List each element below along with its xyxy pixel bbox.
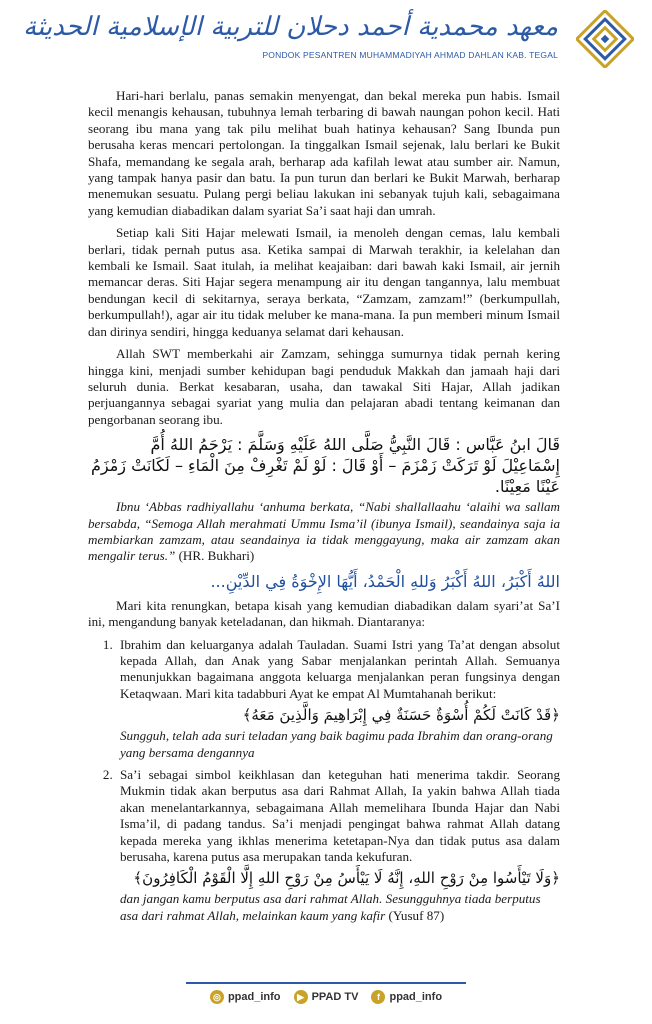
facebook-link[interactable] bbox=[371, 990, 442, 1004]
quran-verse-translation bbox=[120, 891, 560, 924]
play-icon: ▶ bbox=[294, 990, 308, 1004]
instagram-handle: ppad_info bbox=[227, 991, 281, 1003]
list-item bbox=[116, 637, 560, 761]
page-footer bbox=[0, 990, 652, 1004]
paragraph-1: Hari-hari berlalu, panas semakin menyengat, dan bekal mereka pun habis. Ismail kecil menangis kehausan, tubuhnya lemah terbaring di bawah naungan pohon kecil. Hati seorang ibu mana yang tak pilu melihat buah hatinya kehausan? Sang Ibunda pun berusaha keras mencari pertolongan. Ia tinggalkan Ismail sejenak, lalu berlari ke Bukit Shafa, memandang ke segala arah, berharap ada kafilah lewat atau sumber air. Namun, yang tampak hanya pasir dan batu. Ia pun turun dan berlari ke Bukit Marwah, berharap menemukan sesuatu. Pulang pergi beliau lakukan ini sebanyak tujuh kali, sebagaimana yang kemudian diabadikan dalam syariat Sa’i saat haji dan umrah. bbox=[88, 88, 560, 218]
verse-translation-text: Sungguh, telah ada suri teladan yang baik bagimu pada Ibrahim dan orang-orang yang bersama dengannya bbox=[120, 728, 553, 760]
footer-divider bbox=[186, 982, 466, 984]
paragraph-4: Mari kita renungkan, betapa kisah yang kemudian diabadikan dalam syari’at Sa’I ini, mengandung banyak keteladanan, dan hikmah. Diantaranya: bbox=[88, 597, 560, 630]
verse-translation-text: dan jangan kamu berputus asa dari rahmat Allah. Sesungguhnya tiada berputus asa dari rahmat Allah, melainkan kaum yang kafir bbox=[120, 891, 541, 923]
facebook-icon: f bbox=[371, 990, 385, 1004]
list-item-text: 1. Ibrahim dan keluarganya adalah Tauladan. Suami Istri yang Ta’at dengan absolut kepada Allah, dan Anak yang Sabar menjalankan perintah Allah. Semuanya menunjukkan bagaimana anggota keluarga menjalankan peran fungsinya dengan Ketaqwaan. Mari kita tadabburi Ayat ke empat Al Mumtahanah berikut: bbox=[120, 636, 560, 701]
quran-verse-arabic: ﴿قَدْ كَانَتْ لَكُمْ أُسْوَةٌ حَسَنَةٌ فِي إِبْرَاهِيمَ وَالَّذِينَ مَعَهُ﴾ bbox=[242, 706, 560, 725]
facebook-handle: ppad_info bbox=[389, 991, 443, 1003]
institution-logo-icon bbox=[576, 10, 634, 68]
instagram-icon: ◎ bbox=[210, 990, 224, 1004]
paragraph-2: Setiap kali Siti Hajar melewati Ismail, ia menoleh dengan cemas, lalu kembali berlari, tidak pernah putus asa. Ketika sampai di Marwah terakhir, ia kelelahan dan kembali ke Ismail. Saat itulah, ia melihat keajaiban: dari bawah kaki Ismail, air jernih memancar deras. Siti Hajar segera menampung air itu dengan tangannya, lalu membuat bendungan kecil di sekitarnya, seraya berkata, “Zamzam, zamzam!” (berkumpullah, berkumpullah!), agar air itu tidak meluber ke mana-mana. Ia pun memberi minum Ismail dan dirinya sendiri, hingga keduanya selamat dari kehausan. bbox=[88, 225, 560, 339]
hadith-reference: (HR. Bukhari) bbox=[175, 548, 255, 564]
instagram-link[interactable] bbox=[210, 990, 281, 1004]
youtube-link[interactable] bbox=[294, 990, 359, 1004]
list-item bbox=[116, 767, 560, 924]
lesson-list bbox=[88, 637, 560, 925]
quran-verse-translation bbox=[120, 728, 560, 761]
quran-verse-arabic: ﴿وَلَا تَيْأَسُوا مِنْ رَوْحِ اللهِ، إِنَّهُ لَا يَيْأَسُ مِنْ رَوْحِ اللهِ إِلَّا الْقَوْمُ الْكَافِرُونَ﴾ bbox=[133, 869, 560, 888]
hadith-translation bbox=[88, 499, 560, 565]
sermon-content bbox=[88, 88, 560, 930]
hadith-arabic: قَالَ ابنُ عَبَّاس : قَالَ النَّبِيُّ صَلَّى اللهُ عَلَيْهِ وَسَلَّمَ : يَرْحَمُ اللهُ أُمَّ إِسْمَاعِيْلَ لَوْ تَرَكَتْ زَمْزَمَ – أَوْ قَالَ : لَوْ لَمْ تَغْرِفْ مِنَ الْمَاءِ – لَكَانَتْ زَمْزَمُ عَيْنًا مَعِيْنًا. bbox=[91, 435, 560, 497]
hadith-translation-text: Ibnu ‘Abbas radhiyallahu ‘anhuma berkata, “Nabi shallallaahu ‘alaihi wa sallam bersabda, “Semoga Allah merahmati Ummu Isma’il (ibunya Ismail), seandainya saja ia membiarkan zamzam, atau seandainya ia tidak menggayung, maka air zamzam akan mengalir terus.” bbox=[88, 499, 560, 564]
verse-reference: (Yusuf 87) bbox=[385, 907, 445, 923]
tv-handle: PPAD TV bbox=[311, 991, 359, 1003]
page-header bbox=[0, 10, 652, 68]
list-item-text: 2. Sa’i sebagai simbol keikhlasan dan keteguhan hati menerima takdir. Seorang Mukmin tidak akan berputus asa dari Rahmat Allah, Ia yakin bahwa Allah tiada akan menelantarkannya, sebagaimana Allah memelihara Ibunda Hajar dan Nabi Isma’il, di padang tandus. Sa’i menjadi pengingat bahwa rahmat Allah datang kepada mereka yang ikhlas menerima ketetapan-Nya dan tidak putus asa dalam berusaha, karena putus asa merupakan tanda kekufuran. bbox=[120, 767, 560, 865]
takbir-arabic: اللهُ أَكْبَرُ، اللهُ أَكْبَرُ وَللهِ الْحَمْدُ، أَيُّهَا الإِخْوَةُ فِي الدِّيْنِ... bbox=[210, 571, 560, 591]
header-arabic-title: معهد محمدية أحمد دحلان للتربية الإسلامية الحديثة bbox=[23, 12, 558, 42]
paragraph-3: Allah SWT memberkahi air Zamzam, sehingga sumurnya tidak pernah kering hingga kini, menjadi sumber kehidupan bagi penduduk Makkah dan jamaah haji dari seluruh dunia. Berkat kesabaran, usaha, dan tawakal Siti Hajar, Allah jadikan perjuangannya sebagai syariat yang mulia dan pelajaran abadi tentang keimanan dan pengorbanan seorang ibu. bbox=[88, 346, 560, 427]
header-subtitle: PONDOK PESANTREN MUHAMMADIYAH AHMAD DAHLAN KAB. TEGAL bbox=[262, 50, 558, 60]
